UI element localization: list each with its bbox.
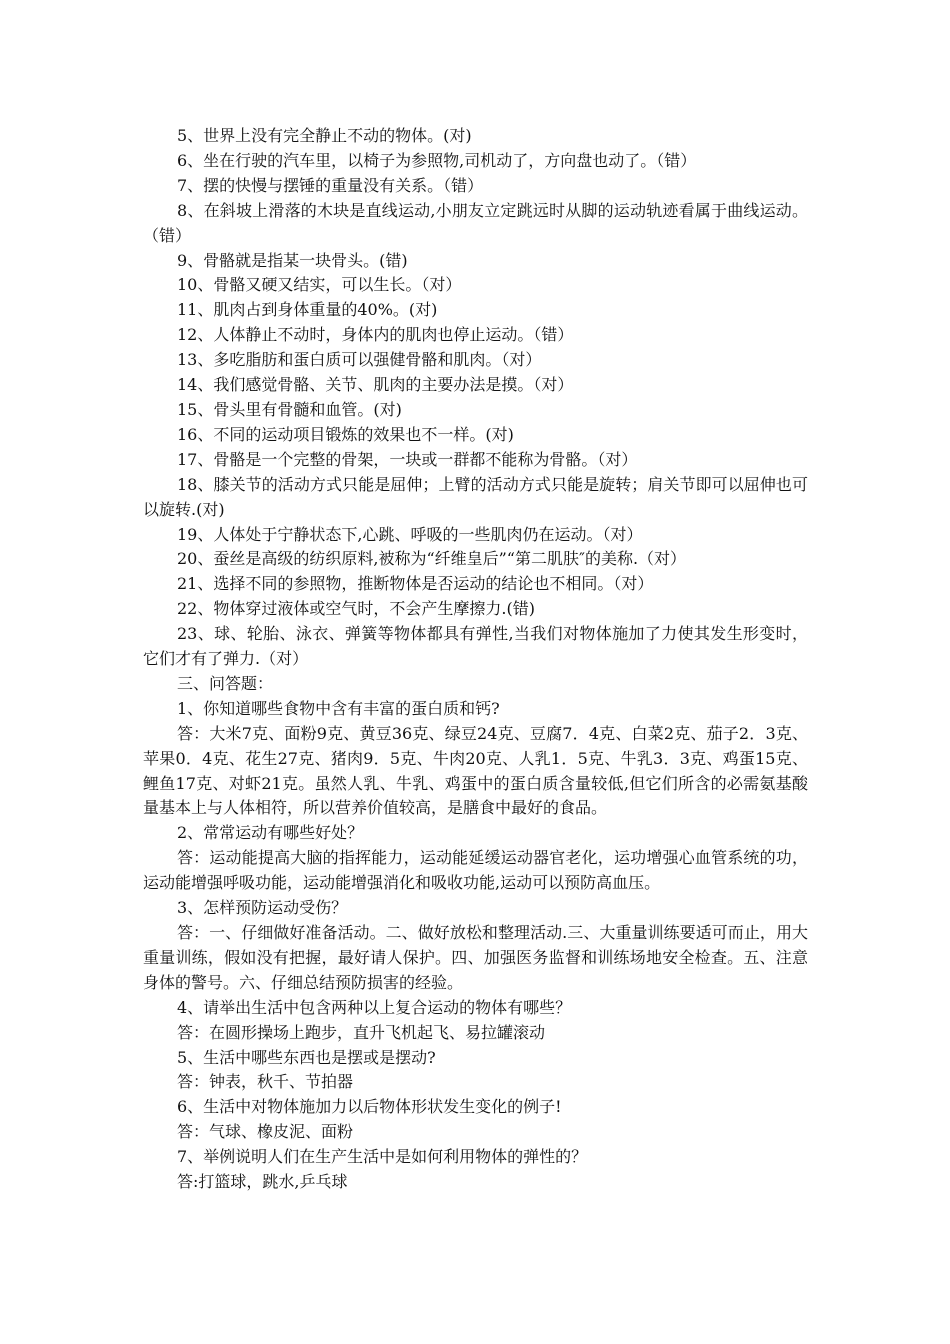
statement-11: 11、肌肉占到身体重量的40%。(对) xyxy=(177,300,438,320)
answer-3: 答：一、仔细做好准备活动。二、做好放松和整理活动.三、大重量训练要适可而止，用大重量训练，假如没有把握，最好请人保护。四、加强医务监督和训练场地安全检查。五、注意身体的警号。六、仔细总结预防损害的经验。 xyxy=(143,923,808,992)
document-body xyxy=(143,124,808,1195)
statement-18: 18、膝关节的活动方式只能是屈伸；上臂的活动方式只能是旋转；肩关节即可以屈伸也可以旋转.(对) xyxy=(143,474,808,519)
question-6: 6、生活中对物体施加力以后物体形状发生变化的例子! xyxy=(177,1097,562,1117)
answer-7: 答:打篮球，跳水,乒乓球 xyxy=(177,1172,348,1192)
answer-1: 答：大米7克、面粉9克、黄豆36克、绿豆24克、豆腐7．4克、白菜2克、茄子2．3克、苹果0．4克、花生27克、猪肉9．5克、牛肉20克、人乳1．5克、牛乳3．3克、鸡蛋15克、鲤鱼17克、对虾21克。虽然人乳、牛乳、鸡蛋中的蛋白质含量较低,但它们所含的必需氨基酸量基本上与人体相符，所以营养价值较高，是膳食中最好的食品。 xyxy=(143,723,808,818)
question-3: 3、怎样预防运动受伤？ xyxy=(177,898,348,918)
statement-15: 15、骨头里有骨髓和血管。(对) xyxy=(177,399,402,419)
question-7: 7、举例说明人们在生产生活中是如何利用物体的弹性的？ xyxy=(177,1147,588,1167)
statement-17: 17、骨骼是一个完整的骨架，一块或一群都不能称为骨骼。（对） xyxy=(177,449,638,469)
answer-2: 答：运动能提高大脑的指挥能力，运动能延缓运动器官老化，运功增强心血管系统的功，运动能增强呼吸功能，运动能增强消化和吸收功能,运动可以预防高血压。 xyxy=(143,848,808,893)
answer-5: 答：钟表，秋千、节拍器 xyxy=(177,1072,354,1092)
statement-9: 9、骨骼就是指某一块骨头。(错) xyxy=(177,250,408,270)
question-4: 4、请举出生活中包含两种以上复合运动的物体有哪些？ xyxy=(177,997,572,1017)
statement-5: 5、世界上没有完全静止不动的物体。(对) xyxy=(177,126,472,145)
section-heading: 三、问答题： xyxy=(177,673,274,693)
statement-14: 14、我们感觉骨骼、关节、肌肉的主要办法是摸。（对） xyxy=(177,375,574,395)
answer-6: 答：气球、橡皮泥、面粉 xyxy=(177,1122,354,1142)
question-2: 2、常常运动有哪些好处？ xyxy=(177,823,364,843)
statement-10: 10、骨骼又硬又结实，可以生长。（对） xyxy=(177,275,462,295)
statement-23: 23、球、轮胎、泳衣、弹簧等物体都具有弹性,当我们对物体施加了力使其发生形变时，它们才有了弹力.（对） xyxy=(143,624,808,669)
statement-20: 20、蚕丝是高级的纺织原料,被称为“纤维皇后”“第二肌肤″的美称.（对） xyxy=(177,549,687,569)
statement-21: 21、选择不同的参照物，推断物体是否运动的结论也不相同。（对） xyxy=(177,574,654,594)
statement-16: 16、不同的运动项目锻炼的效果也不一样。(对) xyxy=(177,424,514,444)
statement-13: 13、多吃脂肪和蛋白质可以强健骨骼和肌肉。（对） xyxy=(177,350,542,370)
statement-22: 22、物体穿过液体或空气时，不会产生摩擦力.(错) xyxy=(177,599,535,619)
statement-7: 7、摆的快慢与摆锤的重量没有关系。（错） xyxy=(177,175,484,195)
question-1: 1、你知道哪些食物中含有丰富的蛋白质和钙? xyxy=(177,698,500,718)
statement-19: 19、人体处于宁静状态下,心跳、呼吸的一些肌肉仍在运动。（对） xyxy=(177,524,643,544)
statement-8: 8、在斜坡上滑落的木块是直线运动,小朋友立定跳远时从脚的运动轨迹看属于曲线运动。（错） xyxy=(143,200,808,245)
statement-12: 12、人体静止不动时，身体内的肌肉也停止运动。（错） xyxy=(177,325,574,345)
answer-4: 答：在圆形操场上跑步，直升飞机起飞、易拉罐滚动 xyxy=(177,1022,546,1042)
statement-6: 6、坐在行驶的汽车里，以椅子为参照物,司机动了，方向盘也动了。（错） xyxy=(177,150,697,170)
question-5: 5、生活中哪些东西也是摆或是摆动? xyxy=(177,1047,436,1067)
